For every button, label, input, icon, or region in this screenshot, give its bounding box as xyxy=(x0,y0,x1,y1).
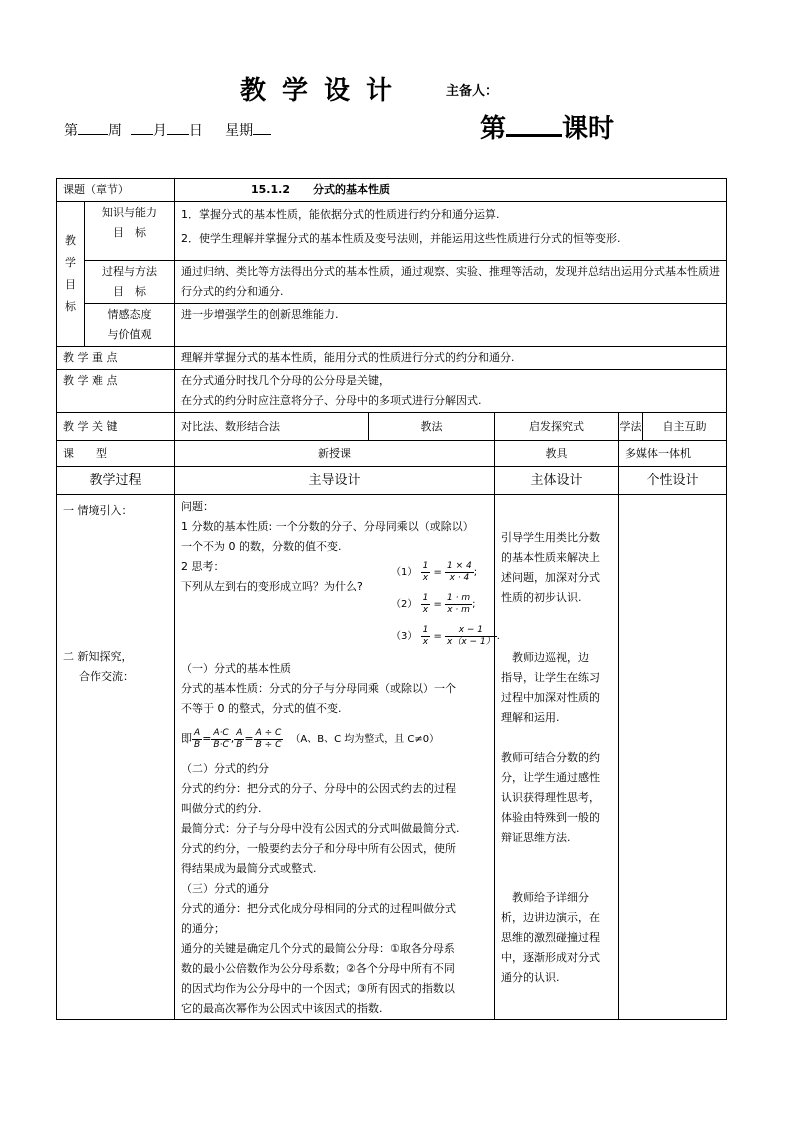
day-label: 日 xyxy=(188,123,203,139)
step-2-sub: 合作交流： xyxy=(79,670,134,683)
formula-3-lhs xyxy=(421,625,431,648)
formula-3-rhs xyxy=(445,625,497,648)
formula-2-end: ; xyxy=(472,599,476,610)
key-link-value: 对比法、数形结合法 xyxy=(175,413,369,441)
property-formula-2-lhs xyxy=(234,728,244,751)
formula-3-end: . xyxy=(496,631,500,642)
process-goal-label xyxy=(85,261,175,304)
column-subject-design: 主体设计 xyxy=(495,467,619,495)
teaching-method-label: 教法 xyxy=(369,413,495,441)
process-goal-label-line2: 目 标 xyxy=(113,285,146,298)
think-block xyxy=(181,557,500,659)
date-line xyxy=(64,120,271,140)
process-goal-label-line1: 过程与方法 xyxy=(102,265,157,278)
knowledge-label xyxy=(85,202,175,261)
weekday-label: 星期 xyxy=(225,123,254,139)
lesson-number xyxy=(480,108,614,145)
difficulties-line2: 在分式的约分时应注意将分子、分母中的多项式进行分解因式. xyxy=(181,394,482,407)
week-label: 周 xyxy=(108,123,122,139)
attitude-label xyxy=(85,304,175,347)
formula-3-rhs-num: x − 1 xyxy=(445,625,497,637)
formula-3-lhs-num: 1 xyxy=(422,624,429,635)
section-3-line1: 分式的通分：把分式化成分母相同的分式的过程叫做分式 xyxy=(181,902,456,915)
formula-1-label: （1） xyxy=(391,567,418,578)
subject-p1-line1: 引导学生用类比分数 xyxy=(501,531,600,544)
formula-2-lhs-den: x xyxy=(422,604,429,615)
subject-p3-line1: 教师可结合分数的约 xyxy=(501,751,600,764)
pf1-lhs-num: A xyxy=(192,728,202,740)
key-points-text: 理解并掌握分式的基本性质，能用分式的性质进行分式的约分和通分. xyxy=(175,347,727,370)
goals-process-row xyxy=(57,261,727,304)
goals-knowledge-row xyxy=(57,202,727,261)
section-2-line2: 叫做分式的约分. xyxy=(181,802,262,815)
pf2-lhs-den: B xyxy=(236,739,243,750)
formula-1-rhs xyxy=(445,561,474,584)
pf2-lhs-num: A xyxy=(234,728,244,740)
step-1: 一 情境引入： xyxy=(63,504,133,517)
column-lead-design: 主导设计 xyxy=(175,467,495,495)
section-2-line3: 最简分式：分子与分母中没有公因式的分式叫做最简分式. xyxy=(181,822,460,835)
question-2-text: 下列从左到右的变形成立吗？为什么? xyxy=(181,580,363,593)
month-label: 月 xyxy=(152,123,167,139)
subject-design-content xyxy=(495,495,619,1020)
difficulties-row xyxy=(57,370,727,413)
knowledge-text xyxy=(175,202,727,261)
formula-3-lhs-den: x xyxy=(422,636,429,647)
teaching-method-value: 启发探究式 xyxy=(495,413,619,441)
subject-p3-line4: 体验由特殊到一般的 xyxy=(501,811,600,824)
formula-1-rhs-num: 1 × 4 xyxy=(447,560,472,571)
lesson-plan-table xyxy=(56,178,727,1020)
knowledge-label-line1: 知识与能力 xyxy=(102,206,157,219)
formula-3-rhs-den: x（x − 1） xyxy=(447,636,495,647)
pf1-rhs-den: B·C xyxy=(213,739,229,750)
process-goal-text: 通过归纳、类比等方法得出分式的基本性质，通过观察、实验、推理等活动，发现并总结出运用分式基本性质进行分式的约分和通分. xyxy=(175,261,727,304)
lesson-suffix: 课时 xyxy=(562,114,615,144)
pf1-rhs-num: A·C xyxy=(211,728,230,740)
difficulties-text xyxy=(175,370,727,413)
subject-p4-line5: 通分的认识. xyxy=(501,971,560,984)
page-title: 教学设计 xyxy=(240,76,409,106)
question-1-line2: 一个不为 0 的数，分数的值不变. xyxy=(181,540,342,553)
subject-p4-line2: 析，边讲边演示，在 xyxy=(501,911,600,924)
key-link-row xyxy=(57,413,727,441)
key-link-label: 教 学 关 键 xyxy=(57,413,175,441)
goals-attitude-row xyxy=(57,304,727,347)
teaching-tools-value: 多媒体一体机 xyxy=(619,441,727,467)
step-2: 二 新知探究， xyxy=(63,650,133,663)
topic-name: 分式的基本性质 xyxy=(312,183,390,196)
section-3-line2: 的通分； xyxy=(181,922,225,935)
formula-2-rhs-den: x · m xyxy=(447,604,470,615)
subject-p2-line2: 指导，让学生在练习 xyxy=(501,671,600,684)
formula-1-lhs-num: 1 xyxy=(422,560,429,571)
knowledge-goal-1: 1．掌握分式的基本性质，能依据分式的性质进行约分和通分运算. xyxy=(181,208,500,221)
week-blank[interactable] xyxy=(78,120,108,135)
formula-2-rhs-num: 1 · m xyxy=(447,592,471,603)
week-prefix: 第 xyxy=(64,123,78,139)
property-formula-1-lhs xyxy=(192,728,202,751)
question-title: 问题： xyxy=(181,500,214,513)
key-points-row xyxy=(57,347,727,370)
formula-2: （2） $\frac{1}{x}$ = $\frac{1 \cdot m}{x \cdot m}$ ; xyxy=(391,592,476,615)
section-3-title: （三）分式的通分 xyxy=(181,882,269,895)
subject-p3-line2: 分，让学生通过感性 xyxy=(501,771,600,784)
columns-header-row xyxy=(57,467,727,495)
formula-3-label: （3） xyxy=(391,631,418,642)
section-3-line5: 的因式均作为公分母中的一个因式；③所有因式的指数以 xyxy=(181,982,455,995)
subject-p2-line4: 理解和运用. xyxy=(501,711,560,724)
formula-1: （1） $\frac{1}{x}$ = $\frac{1 \times 4}{x \cdot 4}$ ; xyxy=(391,560,478,583)
section-3-line4: 数的最小公倍数作为公分母系数；②各个分母中所有不同 xyxy=(181,962,455,975)
subject-p1-line4: 性质的初步认识. xyxy=(501,591,582,604)
subject-p4-line4: 中，逐渐形成对分式 xyxy=(501,951,600,964)
question-1-line1: 1 分数的基本性质: 一个分数的分子、分母同乘以（或除以） xyxy=(181,520,474,533)
formula-3: （3） $\frac{1}{x}$ = $\frac{x - 1}{x(x - 1)}$ . xyxy=(391,624,500,647)
subject-p3-line5: 辩证思维方法. xyxy=(501,831,571,844)
subject-p3-line3: 认识获得理性思考， xyxy=(501,791,600,804)
key-points-label: 教 学 重 点 xyxy=(57,347,175,370)
subject-p2-line3: 过程中加深对性质的 xyxy=(501,691,600,704)
topic-row xyxy=(57,179,727,202)
section-2-line1: 分式的约分：把分式的分子、分母中的公因式约去的过程 xyxy=(181,782,456,795)
section-2-line4: 分式的约分，一般要约去分子和分母中所有公因式，使所 xyxy=(181,842,456,855)
pf2-rhs-den: B ÷ C xyxy=(255,739,282,750)
difficulties-label: 教 学 难 点 xyxy=(57,370,175,413)
study-method-label: 学法 xyxy=(619,413,643,441)
lesson-prefix: 第 xyxy=(480,114,507,144)
preparer-label: 主备人： xyxy=(446,84,499,99)
question-2-title: 2 思考： xyxy=(181,560,225,573)
formula-1-lhs-den: x xyxy=(422,572,429,583)
property-formula-note: （A、B、C 均为整式，且 C≠0） xyxy=(290,734,440,745)
section-1-line1: 分式的基本性质：分式的分子与分母同乘（或除以）一个 xyxy=(181,682,456,695)
column-personal-design: 个性设计 xyxy=(619,467,727,495)
teaching-tools-label: 教具 xyxy=(495,441,619,467)
attitude-label-line2: 与价值观 xyxy=(107,328,152,341)
property-formula: 即 $\frac{A}{B}$ = $\frac{A\cdot C}{B\cdot C}$ , $\frac{A}{B}$ = $\frac{A \div C}{B \div C}$ （A、B、C 均为整式，且 C≠0） xyxy=(181,727,440,750)
subject-p1-line2: 的基本性质来解决上 xyxy=(501,551,600,564)
topic-value xyxy=(175,179,727,202)
attitude-text: 进一步增强学生的创新思维能力. xyxy=(175,304,727,347)
knowledge-label-line2: 目 标 xyxy=(113,226,146,239)
pf2-rhs-num: A ÷ C xyxy=(254,728,284,740)
subject-p1-line3: 述问题，加深对分式 xyxy=(501,571,600,584)
section-1-line2: 不等于 0 的整式，分式的值不变. xyxy=(181,702,342,715)
topic-number: 15.1.2 xyxy=(251,183,290,196)
formula-2-lhs xyxy=(421,593,431,616)
section-3-line3: 通分的关键是确定几个分式的最简公分母：①取各分母系 xyxy=(181,942,455,955)
question-2 xyxy=(181,557,363,597)
weekday-blank[interactable] xyxy=(253,120,271,135)
topic-label: 课题（章节） xyxy=(57,179,175,202)
course-type-row xyxy=(57,441,727,467)
course-type-label: 课 型 xyxy=(57,441,175,467)
property-formula-2-rhs xyxy=(254,728,284,751)
day-blank[interactable] xyxy=(167,120,189,135)
property-formula-1-rhs xyxy=(211,728,230,751)
pf1-lhs-den: B xyxy=(194,739,201,750)
subject-p4-line1: 教师给予详细分 xyxy=(501,891,589,904)
difficulties-line1: 在分式通分时找几个分母的公分母是关键， xyxy=(181,374,390,387)
process-steps xyxy=(57,495,175,1020)
goals-label: 教 学 目 标 xyxy=(57,202,85,347)
attitude-label-line1: 情感态度 xyxy=(107,308,152,321)
section-2-title: （二）分式的约分 xyxy=(181,762,269,775)
formula-1-rhs-den: x · 4 xyxy=(449,572,470,583)
subject-p4-line3: 思维的激烈碰撞过程 xyxy=(501,931,600,944)
knowledge-goal-2: 2．使学生理解并掌握分式的基本性质及变号法则，并能运用这些性质进行分式的恒等变形. xyxy=(181,232,621,245)
study-method-value: 自主互助 xyxy=(643,413,727,441)
lead-design-content xyxy=(175,495,500,1020)
formula-2-label: （2） xyxy=(391,599,418,610)
column-process: 教学过程 xyxy=(57,467,175,495)
formula-1-lhs xyxy=(421,561,431,584)
section-1-title: （一）分式的基本性质 xyxy=(181,662,291,675)
property-formula-prefix: 即 xyxy=(181,732,192,745)
lesson-blank[interactable] xyxy=(506,112,562,137)
think-formulas xyxy=(391,557,500,653)
section-3-line6: 它的最高次幂作为公因式中该因式的指数. xyxy=(181,1002,383,1015)
subject-p2-line1: 教师边巡视，边 xyxy=(501,651,589,664)
process-content-row xyxy=(57,495,727,1020)
formula-2-lhs-num: 1 xyxy=(422,592,429,603)
personal-design-content[interactable] xyxy=(619,495,727,1020)
month-blank[interactable] xyxy=(131,120,153,135)
section-2-line5: 得结果成为最简分式或整式. xyxy=(181,862,317,875)
formula-1-end: ; xyxy=(473,567,478,578)
course-type-value: 新授课 xyxy=(175,441,495,467)
formula-2-rhs xyxy=(445,593,472,616)
